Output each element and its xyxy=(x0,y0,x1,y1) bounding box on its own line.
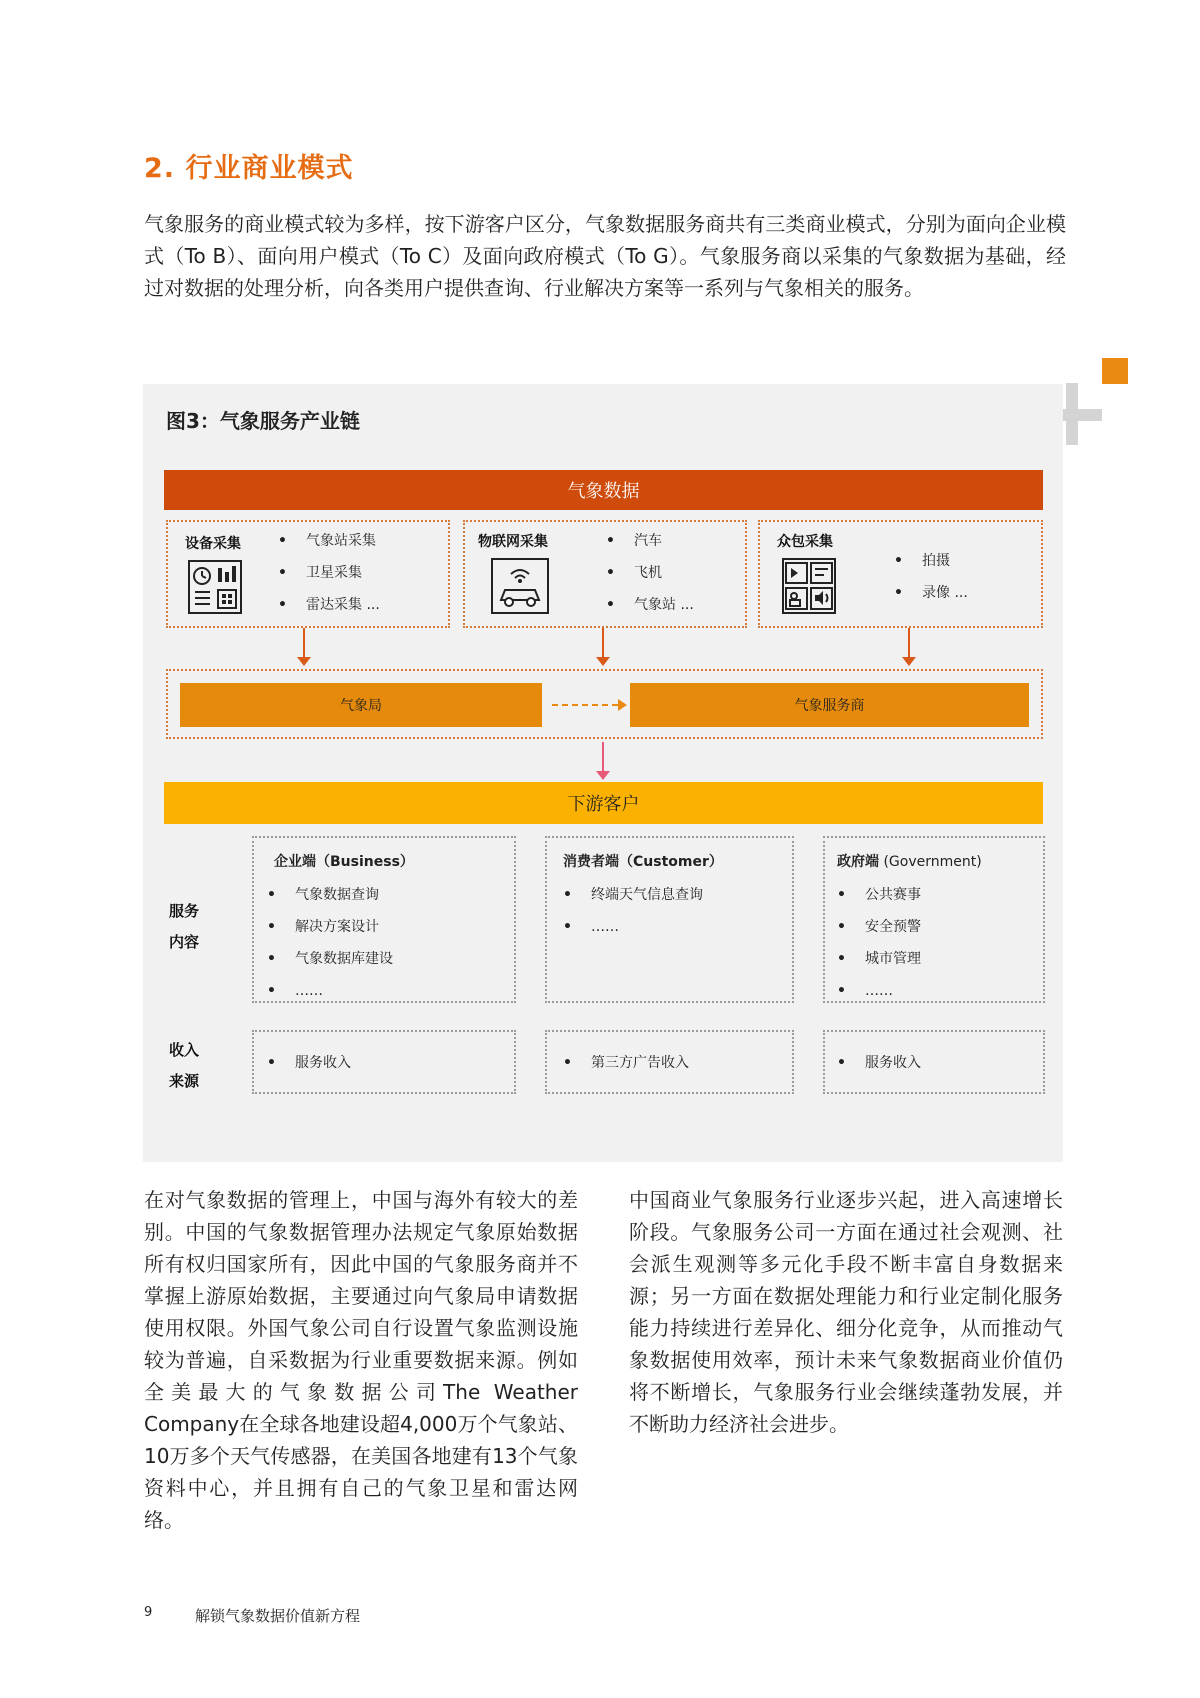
list-item: • …… xyxy=(267,982,393,1014)
list-item: • 录像 ... xyxy=(894,584,968,616)
body-left-column: 在对气象数据的管理上，中国与海外有较大的差别。中国的气象数据管理办法规定气象原始数据所有权归国家所有，因此中国的气象服务商并不掌握上游原始数据，主要通过向气象局申请数据使用权限。外国气象公司自行设置气象监测设施较为普遍，自采数据为行业重要数据来源。例如全美最大的气象数据公司The Weather Company在全球各地建设超4,000万个气象站、10万多个天气传感器，在美国各地建有13个气象资料中心，并且拥有自己的气象卫星和雷达网络。 xyxy=(144,1188,578,1532)
collect-items xyxy=(278,532,380,628)
weather-data-bar: 气象数据 xyxy=(164,470,1043,510)
segment-title: 企业端（Business） xyxy=(274,854,414,870)
segment-customer-box xyxy=(545,836,794,1003)
weather-station-icon xyxy=(188,560,242,614)
connected-car-icon xyxy=(491,558,549,614)
list-item: • 拍摄 xyxy=(894,552,968,584)
service-content-label: 服务 内容 xyxy=(169,902,200,951)
segment-title: 消费者端（Customer） xyxy=(563,854,723,870)
service-list xyxy=(837,886,921,1014)
revenue-government-box xyxy=(823,1030,1045,1094)
figure-panel xyxy=(143,384,1063,1162)
collect-box-iot xyxy=(463,520,747,628)
page-number: 9 xyxy=(144,1605,153,1620)
flow-arrow-icon xyxy=(602,628,604,658)
list-item: • 公共赛事 xyxy=(837,886,921,918)
collect-title: 设备采集 xyxy=(185,536,241,552)
revenue-list xyxy=(267,1054,351,1086)
list-item: • 气象站 ... xyxy=(606,596,694,628)
revenue-list xyxy=(837,1054,921,1086)
collect-items xyxy=(894,552,968,616)
service-list xyxy=(267,886,393,1014)
segment-business-box xyxy=(252,836,516,1003)
list-item: • 卫星采集 xyxy=(278,564,380,596)
revenue-list xyxy=(563,1054,689,1086)
list-item: • 第三方广告收入 xyxy=(563,1054,689,1086)
list-item: • 汽车 xyxy=(606,532,694,564)
list-item: • 气象站采集 xyxy=(278,532,380,564)
section-title: 2. 行业商业模式 xyxy=(144,153,354,184)
flow-arrow-icon xyxy=(303,628,305,658)
downstream-customers-bar: 下游客户 xyxy=(164,782,1043,824)
pink-arrow-icon xyxy=(602,742,604,772)
list-item: • 城市管理 xyxy=(837,950,921,982)
list-item: • 雷达采集 ... xyxy=(278,596,380,628)
list-item: • 服务收入 xyxy=(837,1054,921,1086)
weather-bureau-bar: 气象局 xyxy=(180,683,542,727)
middle-container xyxy=(166,669,1043,739)
segment-government-box xyxy=(823,836,1045,1003)
footer-title: 解锁气象数据价值新方程 xyxy=(195,1607,361,1625)
list-item: • 安全预警 xyxy=(837,918,921,950)
collect-title: 物联网采集 xyxy=(478,534,548,550)
list-item: • 解决方案设计 xyxy=(267,918,393,950)
weather-service-provider-bar: 气象服务商 xyxy=(630,683,1029,727)
dashed-arrow-icon xyxy=(552,704,618,706)
revenue-customer-box xyxy=(545,1030,794,1094)
list-item: • 气象数据库建设 xyxy=(267,950,393,982)
collect-box-crowdsource xyxy=(758,520,1043,628)
list-item: • 飞机 xyxy=(606,564,694,596)
list-item: • …… xyxy=(563,918,703,950)
collect-box-device xyxy=(166,520,450,628)
revenue-source-label: 收入 来源 xyxy=(169,1041,200,1090)
list-item: • 服务收入 xyxy=(267,1054,351,1086)
figure-title: 图3：气象服务产业链 xyxy=(166,409,360,433)
body-right-column: 中国商业气象服务行业逐步兴起，进入高速增长阶段。气象服务公司一方面在通过社会观测、社会派生观测等多元化手段不断丰富自身数据来源；另一方面在数据处理能力和行业定制化服务能力持续进行差异化、细分化竞争，从而推动气象数据使用效率，预计未来气象数据商业价值仍将不断增长，气象服务行业会继续蓬勃发展，并不断助力经济社会进步。 xyxy=(629,1188,1063,1436)
list-item: • …… xyxy=(837,982,921,1014)
accent-square-icon xyxy=(1102,358,1128,384)
plus-decoration-icon-vertical xyxy=(1066,383,1078,445)
list-item: • 终端天气信息查询 xyxy=(563,886,703,918)
segment-title: 政府端 (Government) xyxy=(837,854,982,870)
intro-paragraph: 气象服务的商业模式较为多样，按下游客户区分，气象数据服务商共有三类商业模式，分别为面向企业模式（To B）、面向用户模式（To C）及面向政府模式（To G）。气象服务商以采集的气象数据为基础，经过对数据的处理分析，向各类用户提供查询、行业解决方案等一系列与气象相关的服务。 xyxy=(144,212,1066,300)
service-list xyxy=(563,886,703,950)
flow-arrow-icon xyxy=(908,628,910,658)
list-item: • 气象数据查询 xyxy=(267,886,393,918)
media-capture-icon xyxy=(782,558,836,614)
revenue-business-box xyxy=(252,1030,516,1094)
collect-title: 众包采集 xyxy=(777,534,833,550)
collect-items xyxy=(606,532,694,628)
